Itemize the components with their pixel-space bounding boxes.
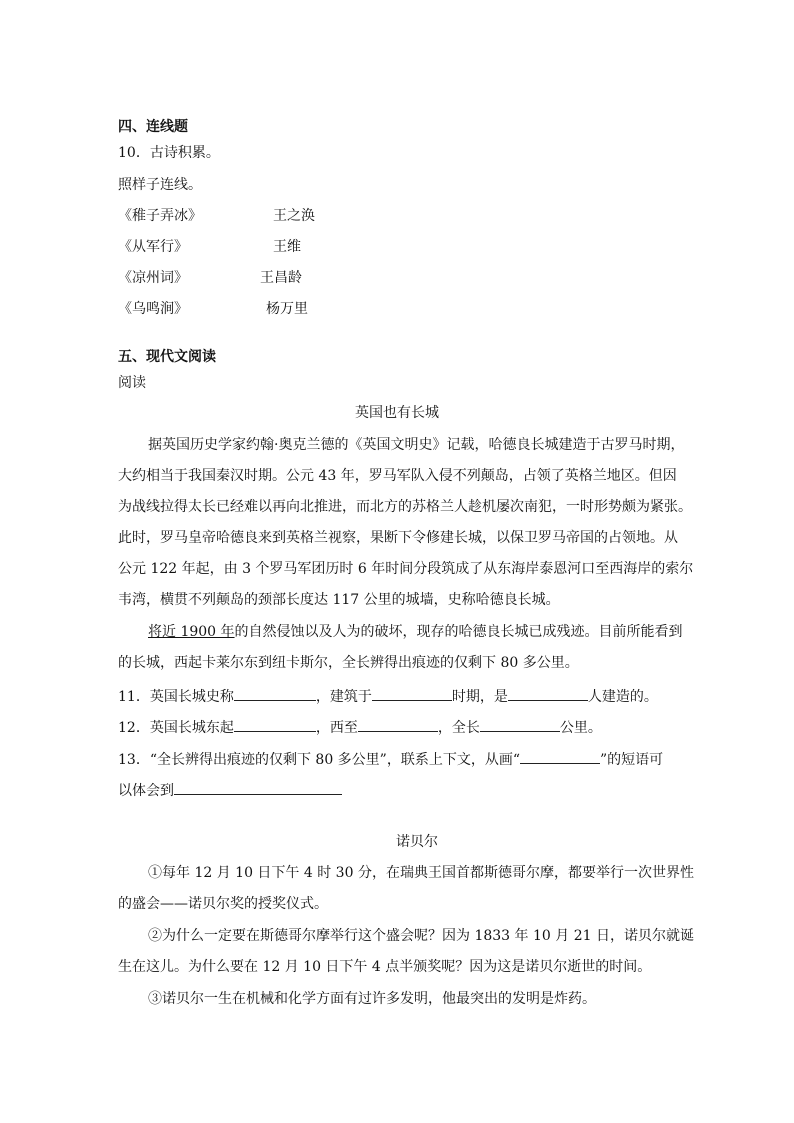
poet-name[interactable]: 王之涣 xyxy=(273,208,315,224)
passage-line: 的盛会——诺贝尔奖的授奖仪式。 xyxy=(118,896,328,912)
question-text: ，西至 xyxy=(315,720,358,736)
poet-name[interactable]: 杨万里 xyxy=(266,301,308,317)
passage-line: 公元 122 年起，由 3 个罗马军团历时 6 年时间分段筑成了从东海岸泰恩河口至西海岸的索尔 xyxy=(118,561,694,577)
passage-line: ③诺贝尔一生在机械和化学方面有过许多发明，他最突出的发明是炸药。 xyxy=(148,991,596,1007)
answer-blank[interactable] xyxy=(372,686,452,701)
question-text: 公里。 xyxy=(559,720,602,736)
passage-line: 大约相当于我国秦汉时期。公元 43 年，罗马军队入侵不列颠岛，占领了英格兰地区。但因 xyxy=(118,468,677,484)
question-text: 以体会到 xyxy=(118,783,174,799)
question-text: ”的短语可 xyxy=(600,752,664,768)
passage-line: ②为什么一定要在斯德哥尔摩举行这个盛会呢？因为 1833 年 10 月 21 日，诺贝尔就诞 xyxy=(148,928,694,944)
question-text: ，建筑于 xyxy=(315,689,372,705)
question-text: 12．英国长城东起 xyxy=(118,720,234,736)
question-text: ，全长 xyxy=(437,720,480,736)
poet-name[interactable]: 王维 xyxy=(273,239,301,255)
passage-line: 为战线拉得太长已经难以再向北推进，而北方的苏格兰人趁机屡次南犯，一时形势颇为紧张。 xyxy=(118,499,692,515)
read-label: 阅读 xyxy=(118,375,146,391)
answer-blank[interactable] xyxy=(174,780,342,795)
poem-title[interactable]: 《从军行》 xyxy=(118,239,188,255)
passage-line: 韦湾，横贯不列颠岛的颈部长度达 117 公里的城墙，史称哈德良长城。 xyxy=(118,592,560,608)
answer-blank[interactable] xyxy=(234,717,316,732)
question-11 xyxy=(118,686,658,707)
answer-blank[interactable] xyxy=(234,686,316,701)
poem-title[interactable]: 《稚子弄冰》 xyxy=(118,208,202,224)
passage-text: 的自然侵蚀以及人为的破坏，现存的哈德良长城已成残迹。目前所能看到 xyxy=(234,624,683,640)
passage-title: 诺贝尔 xyxy=(396,834,438,850)
passage-line: 此时，罗马皇帝哈德良来到英格兰视察，果断下令修建长城，以保卫罗马帝国的占领地。从 xyxy=(118,530,678,546)
section-heading-matching: 四、连线题 xyxy=(118,119,188,135)
question-13-line2 xyxy=(118,780,342,801)
underlined-phrase: 将近 1900 年 xyxy=(148,624,235,640)
question-text: 13．“全长辨得出痕迹的仅剩下 80 多公里”，联系上下文，从画“ xyxy=(118,752,520,768)
passage-line: ①每年 12 月 10 日下午 4 时 30 分，在瑞典王国首都斯德哥尔摩，都要举行一次世界性 xyxy=(148,865,694,881)
question-13 xyxy=(118,749,663,770)
passage-line: 生在这儿。为什么要在 12 月 10 日下午 4 点半颁奖呢？因为这是诺贝尔逝世的时间。 xyxy=(118,959,652,975)
answer-blank[interactable] xyxy=(508,686,588,701)
answer-blank[interactable] xyxy=(480,717,560,732)
passage-title: 英国也有长城 xyxy=(355,405,439,421)
question-text: 11．英国长城史称 xyxy=(118,689,234,705)
poet-name[interactable]: 王昌龄 xyxy=(260,270,302,286)
passage-line xyxy=(148,622,683,642)
answer-blank[interactable] xyxy=(520,749,600,764)
passage-line: 据英国历史学家约翰·奥克兰德的《英国文明史》记载，哈德良长城建造于古罗马时期， xyxy=(148,437,685,453)
question-text: 时期，是 xyxy=(451,689,508,705)
passage-line: 的长城，西起卡莱尔东到纽卡斯尔，全长辨得出痕迹的仅剩下 80 多公里。 xyxy=(118,655,579,671)
matching-instruction: 照样子连线。 xyxy=(118,177,202,193)
section-heading-reading: 五、现代文阅读 xyxy=(118,349,216,365)
question-10: 10．古诗积累。 xyxy=(118,145,220,161)
poem-title[interactable]: 《乌鸣涧》 xyxy=(118,301,188,317)
poem-title[interactable]: 《凉州词》 xyxy=(118,270,188,286)
question-text: 人建造的。 xyxy=(587,689,658,705)
question-12 xyxy=(118,717,602,738)
answer-blank[interactable] xyxy=(358,717,438,732)
